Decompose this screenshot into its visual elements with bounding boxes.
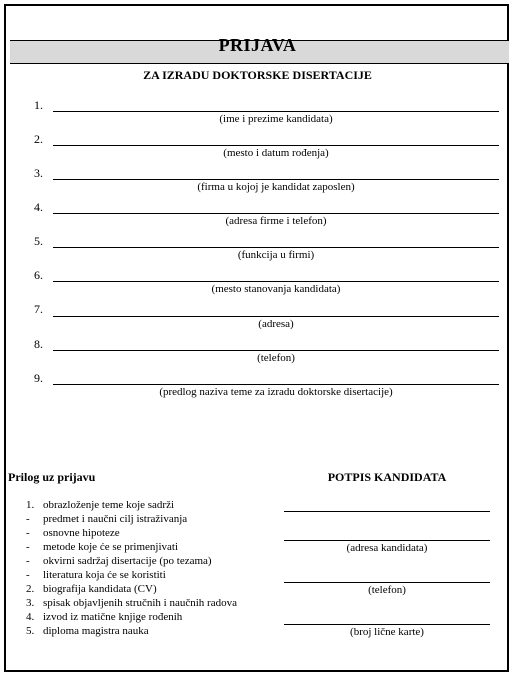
phone-line[interactable] — [284, 582, 490, 583]
fill-line[interactable] — [53, 145, 499, 146]
field-number: 1. — [34, 98, 43, 112]
field-caption: (firma u kojoj je kandidat zaposlen) — [197, 181, 355, 193]
field-caption: (adresa) — [258, 318, 294, 330]
attachment-item: osnovne hipoteze — [43, 527, 120, 539]
field-number: 8. — [34, 337, 43, 351]
list-marker: 5. — [26, 625, 35, 637]
form-title: PRIJAVA — [218, 35, 297, 55]
fill-line[interactable] — [53, 179, 499, 180]
list-marker: - — [26, 555, 30, 567]
field-caption: (predlog naziva teme za izradu doktorske disertacije) — [159, 386, 393, 398]
attachment-item: izvod iz matične knjige rođenih — [43, 611, 183, 623]
attachment-item: biografija kandidata (CV) — [43, 583, 157, 595]
signature-title: POTPIS KANDIDATA — [327, 470, 447, 484]
fill-line[interactable] — [53, 247, 499, 248]
attachments-title: Prilog uz prijavu — [8, 470, 96, 484]
field-caption: (mesto i datum rođenja) — [223, 147, 329, 159]
field-number: 9. — [34, 371, 43, 385]
list-marker: 3. — [26, 597, 35, 609]
fill-line[interactable] — [53, 316, 499, 317]
signature-line[interactable] — [284, 511, 490, 512]
attachment-item: diploma magistra nauka — [43, 625, 149, 637]
fill-line[interactable] — [53, 281, 499, 282]
fill-line[interactable] — [53, 213, 499, 214]
attachment-item: metode koje će se primenjivati — [43, 541, 179, 553]
fill-line[interactable] — [53, 111, 499, 112]
fill-line[interactable] — [53, 384, 499, 385]
signature-caption: (broj lične karte) — [350, 626, 424, 638]
signature-caption: (telefon) — [368, 584, 406, 596]
field-number: 3. — [34, 166, 43, 180]
field-caption: (adresa firme i telefon) — [225, 215, 327, 227]
list-marker: 4. — [26, 611, 35, 623]
list-marker: 1. — [26, 499, 35, 511]
signature-caption: (adresa kandidata) — [346, 542, 428, 554]
list-marker: - — [26, 569, 30, 581]
field-caption: (ime i prezime kandidata) — [219, 113, 333, 125]
field-caption: (telefon) — [257, 352, 295, 364]
id-card-line[interactable] — [284, 624, 490, 625]
fill-line[interactable] — [53, 350, 499, 351]
attachment-item: okvirni sadržaj disertacije (po tezama) — [43, 555, 212, 567]
form-subtitle: ZA IZRADU DOKTORSKE DISERTACIJE — [143, 68, 372, 82]
field-caption: (funkcija u firmi) — [237, 249, 315, 261]
list-marker: 2. — [26, 583, 35, 595]
list-marker: - — [26, 513, 30, 525]
address-line[interactable] — [284, 540, 490, 541]
field-number: 4. — [34, 200, 43, 214]
attachment-item: literatura koja će se koristiti — [43, 569, 166, 581]
field-caption: (mesto stanovanja kandidata) — [211, 283, 341, 295]
attachment-item: spisak objavljenih stručnih i naučnih radova — [43, 597, 237, 609]
list-marker: - — [26, 527, 30, 539]
list-marker: - — [26, 541, 30, 553]
field-number: 6. — [34, 268, 43, 282]
attachment-item: obrazloženje teme koje sadrži — [43, 499, 175, 511]
field-number: 2. — [34, 132, 43, 146]
field-number: 7. — [34, 302, 43, 316]
attachment-item: predmet i naučni cilj istraživanja — [43, 513, 188, 525]
field-number: 5. — [34, 234, 43, 248]
